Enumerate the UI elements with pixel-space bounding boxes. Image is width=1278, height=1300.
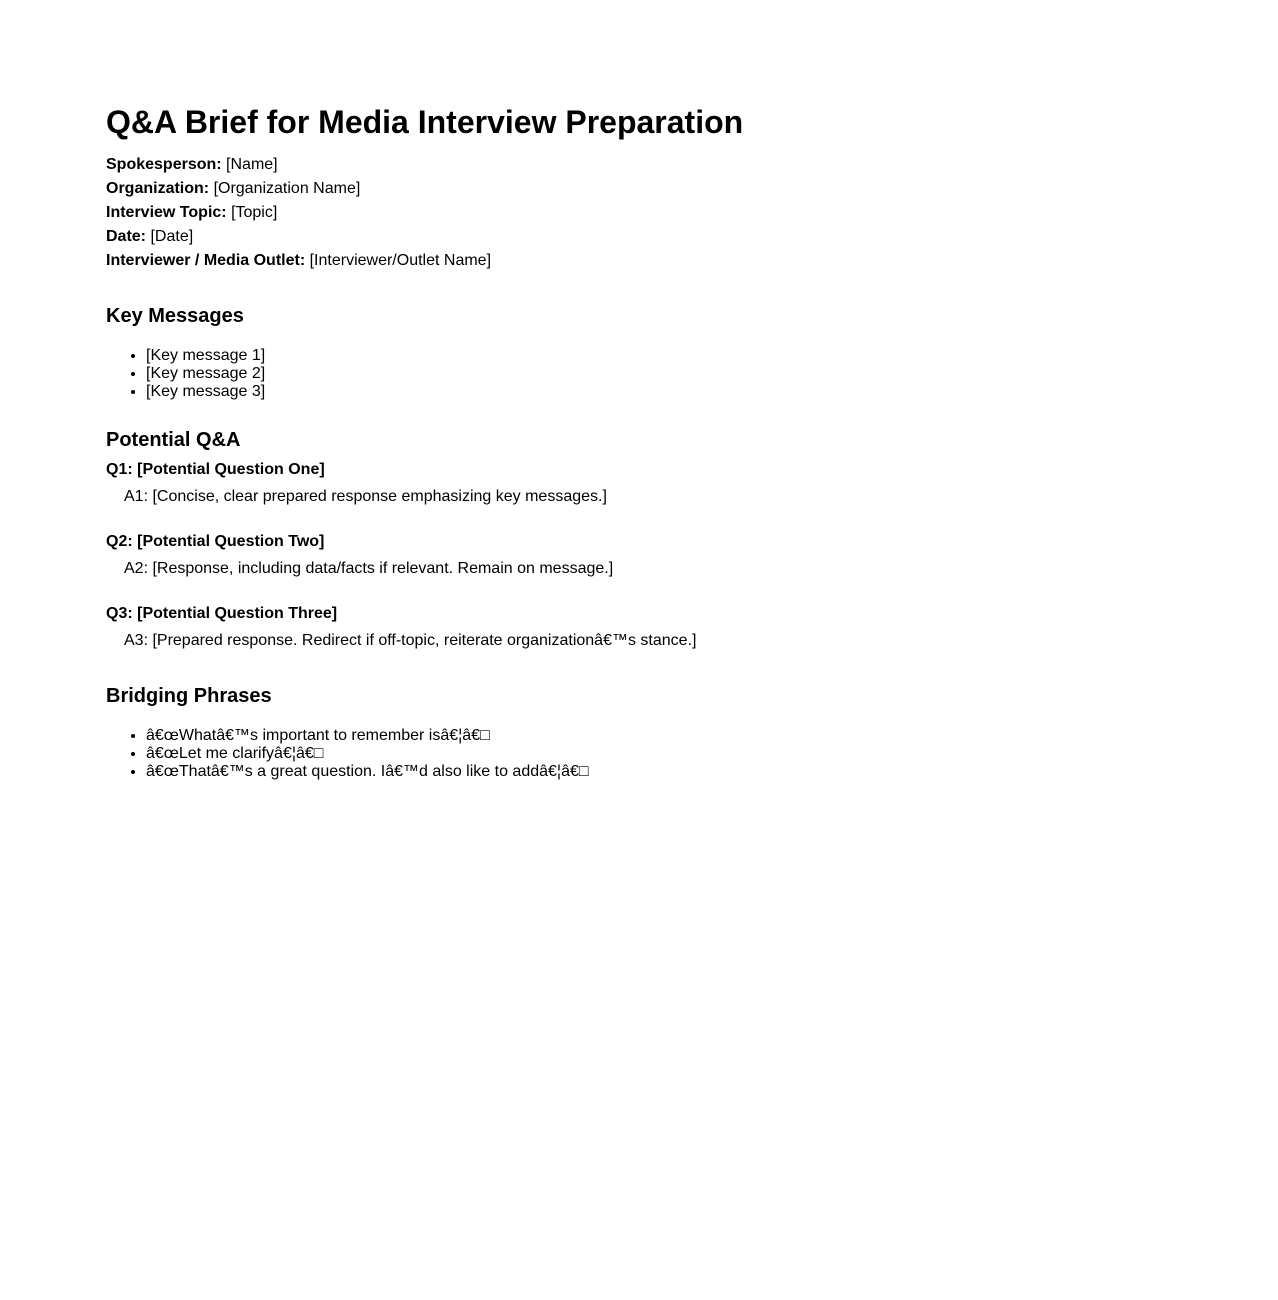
metadata-block	[106, 153, 491, 273]
qa-item	[106, 604, 696, 650]
qa-item	[106, 460, 696, 506]
meta-label: Organization:	[106, 180, 210, 197]
potential-qa-heading: Potential Q&A	[106, 429, 241, 451]
meta-interviewer-outlet	[106, 249, 491, 273]
list-item: • [Key message 3]	[146, 383, 265, 401]
key-messages-heading: Key Messages	[106, 305, 244, 327]
key-messages-list	[106, 347, 265, 401]
list-item: • [Key message 2]	[146, 365, 265, 383]
meta-date	[106, 225, 491, 249]
answer: A1: [Concise, clear prepared response emphasizing key messages.]	[124, 488, 607, 505]
meta-label: Interview Topic:	[106, 204, 227, 221]
qa-item	[106, 532, 696, 578]
bridging-phrases-list	[106, 727, 589, 781]
list-item: • â€œLet me clarifyâ€¦â€□	[146, 745, 589, 763]
list-item: • â€œWhatâ€™s important to remember isâ€¦â€□	[146, 727, 589, 745]
meta-label: Date:	[106, 228, 147, 245]
bridging-phrases-heading: Bridging Phrases	[106, 685, 272, 707]
question: Q3: [Potential Question Three]	[106, 605, 338, 622]
list-item: • [Key message 1]	[146, 347, 265, 365]
potential-qa-section	[106, 429, 696, 650]
meta-label: Spokesperson:	[106, 156, 222, 173]
meta-value: [Topic]	[231, 204, 278, 221]
question: Q2: [Potential Question Two]	[106, 533, 325, 550]
answer: A3: [Prepared response. Redirect if off-topic, reiterate organizationâ€™s stance.]	[124, 632, 697, 649]
meta-spokesperson	[106, 153, 491, 177]
meta-interview-topic	[106, 201, 491, 225]
meta-label: Interviewer / Media Outlet:	[106, 252, 306, 269]
meta-value: [Organization Name]	[213, 180, 361, 197]
meta-value: [Interviewer/Outlet Name]	[309, 252, 492, 269]
meta-value: [Name]	[226, 156, 278, 173]
answer: A2: [Response, including data/facts if relevant. Remain on message.]	[124, 560, 614, 577]
list-item: • â€œThatâ€™s a great question. Iâ€™d also like to addâ€¦â€□	[146, 763, 589, 781]
bridging-phrases-section	[106, 685, 589, 781]
meta-organization	[106, 177, 491, 201]
meta-value: [Date]	[150, 228, 194, 245]
key-messages-section	[106, 305, 265, 401]
page-title: Q&A Brief for Media Interview Preparation	[106, 104, 744, 140]
question: Q1: [Potential Question One]	[106, 461, 325, 478]
